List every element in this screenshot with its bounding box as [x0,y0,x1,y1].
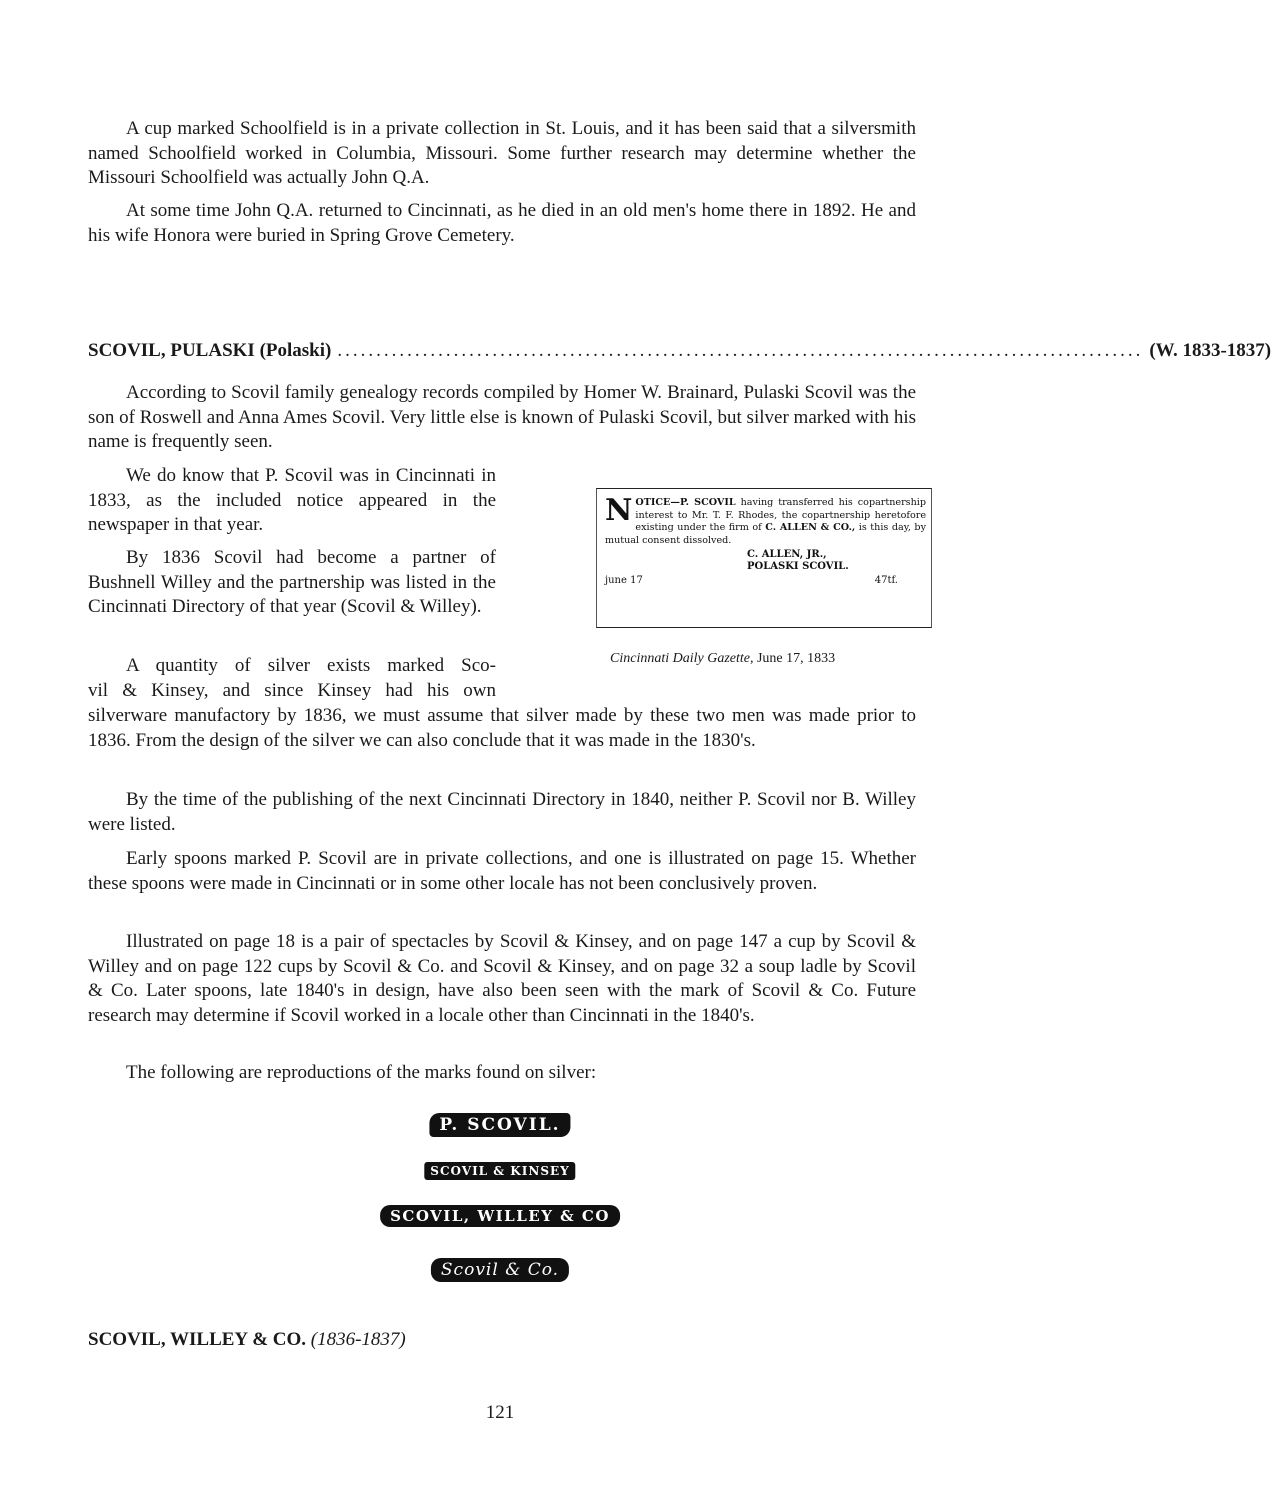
notice-caption: Cincinnati Daily Gazette, June 17, 1833 [610,651,836,666]
notice-text: OTICE—P. SCOVIL having transferred his copartnership interest to Mr. T. F. Rhodes, the copartnership heretofore existing under the firm of C. ALLEN & CO., is this day, by mutual consent dissolved. [605,497,926,546]
paragraph-line: vil & Kinsey, and since Kinsey had his own [88,680,496,701]
heading-dates: (W. 1833-1837) [1149,340,1271,361]
silver-mark-scovil-co: Scovil & Co. [431,1258,569,1282]
notice-footer: june 17 47tf. [605,575,898,586]
paragraph: We do know that P. Scovil was in Cincinnati in 1833, as the included notice appeared in the newspaper in that year. [88,465,496,535]
paragraph: By the time of the publishing of the next Cincinnati Directory in 1840, neither P. Scovil nor B. Willey were listed. [88,789,916,835]
paragraph: Early spoons marked P. Scovil are in private collections, and one is illustrated on page 15. Whether these spoons were made in Cincinnati or in some other locale has not been conclusively proven. [88,848,916,894]
paragraph: According to Scovil family genealogy records compiled by Homer W. Brainard, Pulaski Scovil was the son of Roswell and Anna Ames Scovil. Very little else is known of Pulaski Scovil, but silver marked with his name is frequently seen. [88,382,916,452]
paragraph: The following are reproductions of the marks found on silver: [126,1062,597,1083]
section-heading [88,339,1271,363]
silver-mark-p-scovil: P. SCOVIL. [429,1113,570,1137]
page-number: 121 [485,1402,515,1423]
notice-signature: C. ALLEN, JR., POLASKI SCOVIL. [747,549,849,572]
section-subheading: SCOVIL, WILLEY & CO. (1836-1837) [88,1329,406,1350]
paragraph-line: silverware manufactory by 1836, we must assume that silver made by these two men was made prior to 1836. From the design of the silver we can also conclude that it was made in the 1830's. [88,705,916,751]
paragraph: A quantity of silver exists marked Sco- [126,655,496,676]
newspaper-notice [596,488,932,628]
paragraph: A cup marked Schoolfield is in a private collection in St. Louis, and it has been said that a silversmith named Schoolfield worked in Columbia, Missouri. Some further research may determine whether the Missouri Schoolfield was actually John Q.A. [88,118,916,188]
heading-name: SCOVIL, PULASKI (Polaski) [88,340,332,361]
silver-mark-scovil-kinsey: SCOVIL & KINSEY [424,1162,575,1180]
silver-mark-scovil-willey-co: SCOVIL, WILLEY & CO [380,1205,620,1227]
leader-dots: ........................................................................................................ [337,340,1144,361]
paragraph: By 1836 Scovil had become a partner of Bushnell Willey and the partnership was listed in the Cincinnati Directory of that year (Scovil & Willey). [88,547,496,617]
paragraph: Illustrated on page 18 is a pair of spectacles by Scovil & Kinsey, and on page 147 a cup by Scovil & Willey and on page 122 cups by Scovil & Co. and Scovil & Kinsey, and on page 32 a soup ladle by Scovil & Co. Later spoons, late 1840's in design, have also been seen with the mark of Scovil & Co. Future research may determine if Scovil worked in a locale other than Cincinnati in the 1840's. [88,931,916,1026]
notice-dropcap: N [605,493,633,528]
paragraph: At some time John Q.A. returned to Cincinnati, as he died in an old men's home there in 1892. He and his wife Honora were buried in Spring Grove Cemetery. [88,200,916,246]
